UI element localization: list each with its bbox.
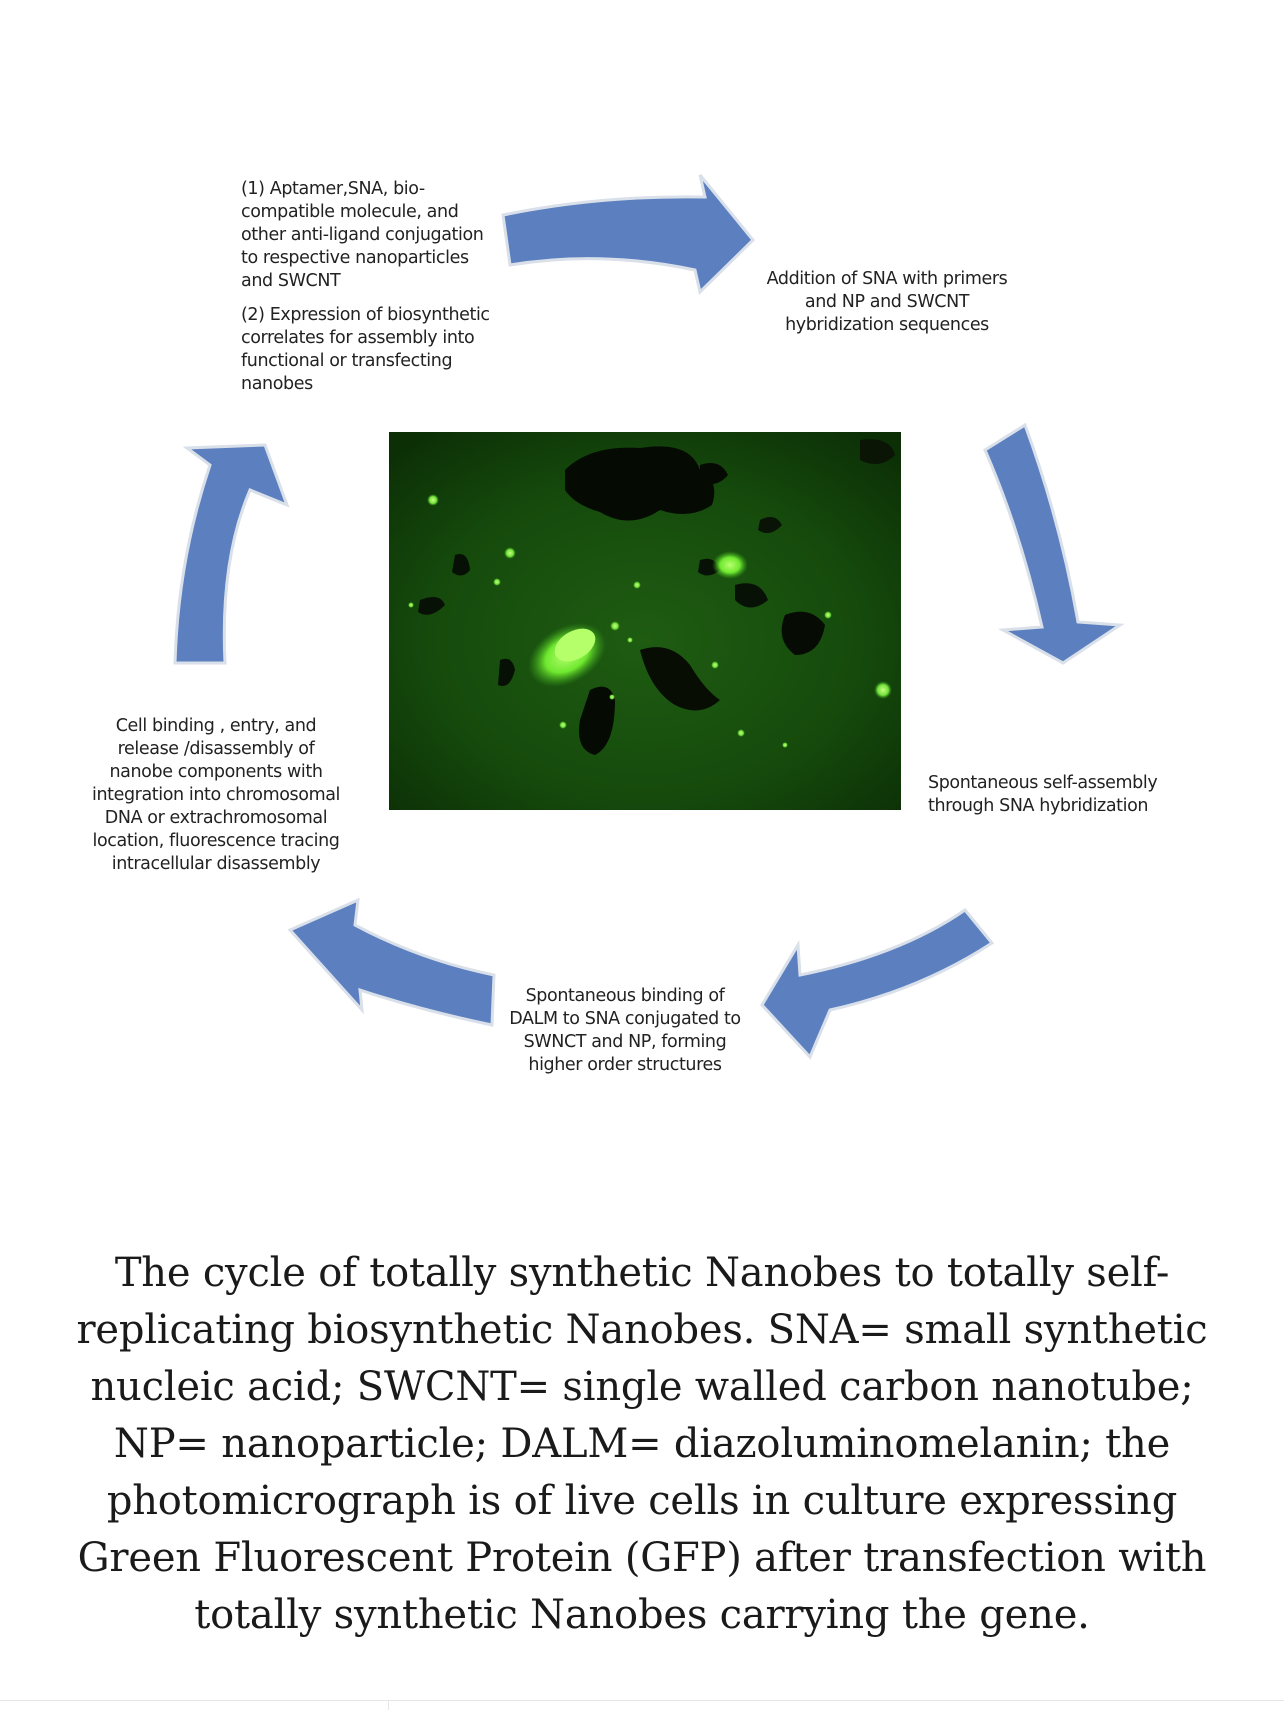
step-6-label: Cell binding , entry, and release /disassembly of nanobe components with integration into chromosomal DNA or extrachromosomal location, fluorescence tracing intracellular disassembly [91,716,341,874]
arrow-bottom-left [290,900,494,1025]
step-1-label: (1) Aptamer,SNA, bio- compatible molecule, and other anti-ligand conjugation to respective nanoparticles and SWCNT [241,179,484,291]
arrow-bottom-right [762,910,992,1057]
bottom-divider-tick [388,1700,389,1710]
bottom-divider [0,1700,1284,1701]
step-3-label: Addition of SNA with primers and NP and SWCNT hybridization sequences [766,269,1008,335]
arrow-right [985,425,1120,663]
step-4-label: Spontaneous self-assembly through SNA hybridization [928,773,1158,816]
step-5-label: Spontaneous binding of DALM to SNA conjugated to SWNCT and NP, forming higher order structures [509,986,741,1075]
arrow-left [175,445,287,663]
arrow-top [503,175,753,292]
figure-caption: The cycle of totally synthetic Nanobes to totally self-replicating biosynthetic Nanobes. SNA= small synthetic nucleic acid; SWCNT= single walled carbon nanotube; NP= nanoparticle; DALM= diazoluminomelanin; the photomicrograph is of live cells in culture expressing Green Fluorescent Protein (GFP) after transfection with totally synthetic Nanobes carrying the gene. [76,1250,1208,1638]
step-2-label: (2) Expression of biosynthetic correlates for assembly into functional or transfecting nanobes [241,305,490,394]
gfp-micrograph [389,432,901,810]
